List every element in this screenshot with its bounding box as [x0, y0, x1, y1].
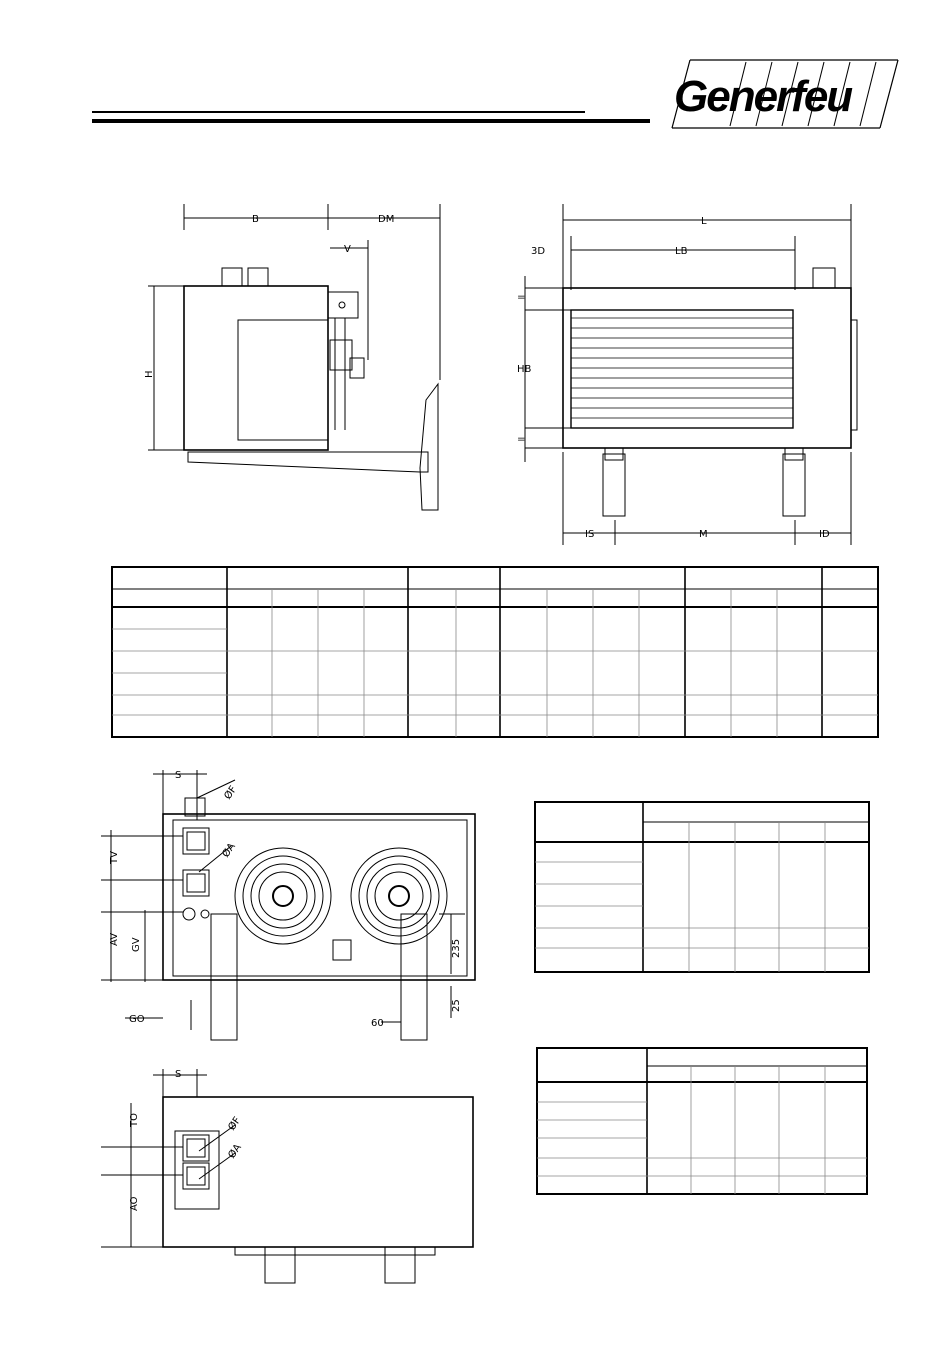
dim-OF-lower: ØF	[226, 1115, 244, 1133]
dim-25: 25	[451, 999, 462, 1012]
dim-OA-lower: ØA	[226, 1142, 244, 1161]
dim-S-lower: S	[175, 1069, 182, 1080]
connections-table-upper	[533, 800, 873, 975]
dim-HB: HB	[517, 364, 532, 375]
dim-OA: ØA	[220, 841, 238, 860]
dim-eq-bottom: =	[517, 434, 526, 445]
main-dimension-table	[110, 565, 882, 741]
dim-AV: AV	[109, 932, 120, 946]
dim-ID: ID	[819, 529, 830, 540]
dim-L: L	[701, 216, 707, 227]
dim-TV: TV	[109, 851, 120, 864]
dim-V: V	[344, 244, 351, 255]
dim-OF: ØF	[222, 784, 240, 802]
dim-DM: DM	[378, 214, 395, 225]
dim-eq-top: =	[517, 292, 526, 303]
dim-GV: GV	[131, 937, 142, 952]
dim-GO: GO	[129, 1014, 145, 1025]
dim-LB: LB	[675, 246, 688, 257]
dim-TO: TO	[129, 1113, 140, 1127]
dim-M: M	[699, 529, 708, 540]
dim-60: 60	[371, 1018, 384, 1029]
brand-logo	[660, 58, 900, 130]
rear-view-plain-drawing	[95, 1055, 485, 1295]
dim-H: H	[144, 370, 155, 378]
dim-B: B	[252, 214, 259, 225]
front-view-drawing	[515, 200, 860, 545]
dim-AO: AO	[129, 1196, 140, 1211]
connections-table-lower	[535, 1046, 871, 1198]
dim-S: S	[175, 770, 182, 781]
side-view-drawing	[130, 200, 460, 520]
dim-IS: IS	[585, 529, 595, 540]
logo-text: Generfeu	[674, 72, 852, 121]
dim-235: 235	[451, 938, 462, 958]
rear-view-drawing	[95, 760, 495, 1050]
dim-3D: 3D	[531, 246, 546, 257]
